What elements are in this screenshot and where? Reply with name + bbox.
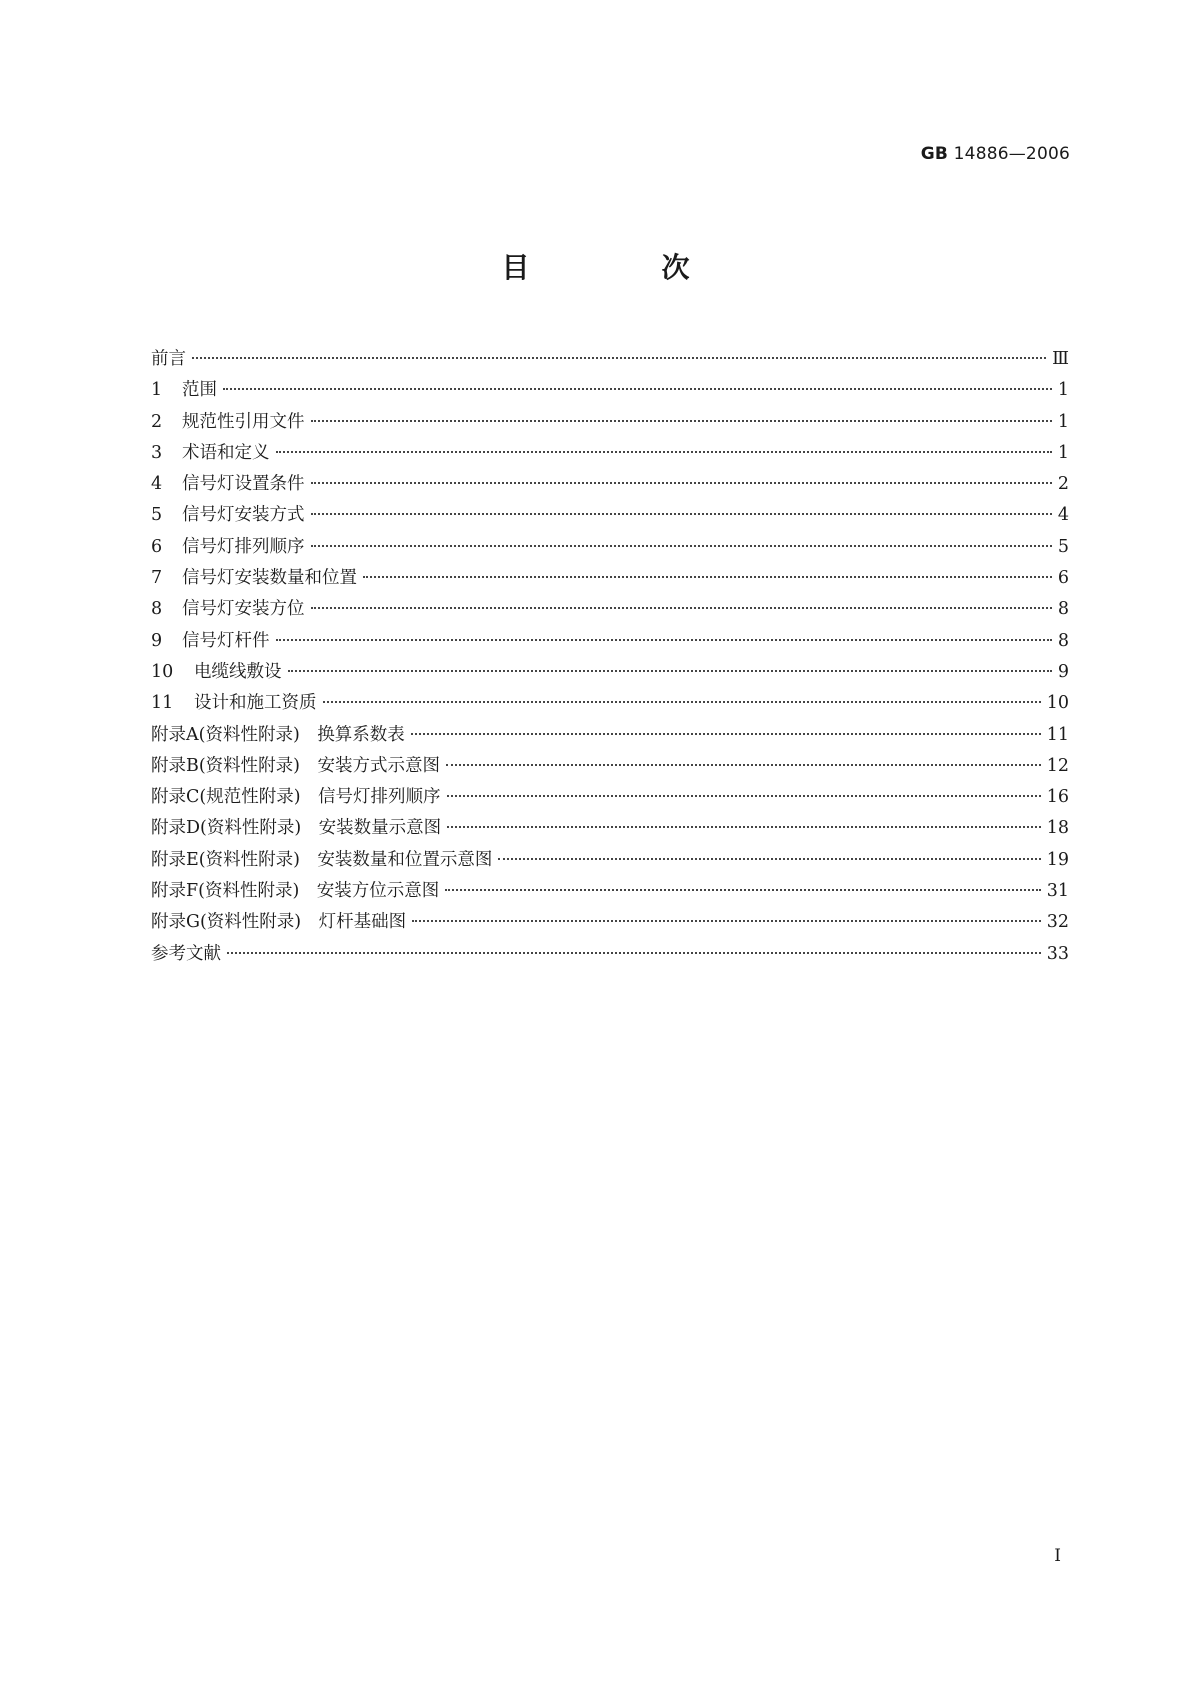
toc-entry-label: 信号灯安装方位 <box>182 599 305 620</box>
toc-entry[interactable] <box>151 344 1069 375</box>
toc-entry-label: 信号灯杆件 <box>182 630 270 651</box>
toc-entry[interactable] <box>151 876 1069 907</box>
toc-entry[interactable] <box>151 626 1069 657</box>
standard-prefix: GB <box>920 144 949 164</box>
toc-entry-label: 前言 <box>151 349 186 369</box>
toc-entry-page: 1 <box>1057 411 1069 432</box>
dot-leader <box>411 732 1041 735</box>
toc-entry[interactable] <box>151 845 1069 876</box>
toc-entry[interactable] <box>151 939 1069 970</box>
toc-entry-label: 附录F(资料性附录) 安装方位示意图 <box>151 881 440 902</box>
toc-entry[interactable] <box>151 407 1069 438</box>
toc-entry-label: 附录E(资料性附录) 安装数量和位置示意图 <box>151 849 493 870</box>
toc-entry[interactable] <box>151 594 1069 625</box>
toc-entry-label: 附录D(资料性附录) 安装数量示意图 <box>151 818 442 839</box>
page-number: I <box>1054 1546 1061 1566</box>
toc-entry-page: 1 <box>1057 442 1069 463</box>
toc-entry-page: 6 <box>1057 568 1069 589</box>
toc-entry-page: 16 <box>1046 787 1069 808</box>
toc-entry-page: 12 <box>1046 755 1069 776</box>
toc-entry-label: 信号灯安装数量和位置 <box>182 568 357 589</box>
toc-entry-page: 5 <box>1057 536 1069 557</box>
toc-entry-page: 4 <box>1057 505 1069 526</box>
toc-entry-number: 5 <box>151 505 163 526</box>
toc-entry-label: 电缆线敷设 <box>194 661 282 682</box>
toc-entry-page: 11 <box>1046 724 1069 745</box>
dot-leader <box>447 794 1041 797</box>
table-of-contents <box>151 344 1069 970</box>
dot-leader <box>323 700 1041 703</box>
toc-entry-number: 9 <box>151 630 163 651</box>
toc-entry-label: 信号灯排列顺序 <box>182 536 305 557</box>
dot-leader <box>276 450 1052 453</box>
dot-leader <box>288 669 1052 672</box>
toc-entry-page: 8 <box>1057 630 1069 651</box>
toc-entry-page: 1 <box>1057 380 1069 401</box>
toc-entry[interactable] <box>151 500 1069 531</box>
dot-leader <box>311 481 1052 484</box>
dot-leader <box>311 544 1052 547</box>
toc-entry[interactable] <box>151 782 1069 813</box>
toc-entry[interactable] <box>151 563 1069 594</box>
toc-entry-number: 2 <box>151 411 163 432</box>
toc-entry-label: 附录B(资料性附录) 安装方式示意图 <box>151 755 441 776</box>
dot-leader <box>223 387 1052 390</box>
toc-entry-page: 2 <box>1057 474 1069 495</box>
toc-entry-page: 33 <box>1046 943 1069 964</box>
dot-leader <box>445 888 1040 891</box>
toc-entry[interactable] <box>151 469 1069 500</box>
dot-leader <box>363 575 1052 578</box>
toc-entry-label: 范围 <box>182 380 217 401</box>
toc-entry-label: 参考文献 <box>151 943 221 964</box>
toc-entry-page: 31 <box>1046 881 1069 902</box>
toc-entry[interactable] <box>151 657 1069 688</box>
dot-leader <box>311 419 1052 422</box>
toc-entry-number: 11 <box>151 693 174 714</box>
toc-entry-page: 10 <box>1046 693 1069 714</box>
toc-entry-number: 3 <box>151 442 163 463</box>
toc-entry[interactable] <box>151 751 1069 782</box>
standard-code <box>921 144 1070 164</box>
toc-entry-number: 6 <box>151 536 163 557</box>
dot-leader <box>498 857 1040 860</box>
toc-entry-label: 信号灯安装方式 <box>182 505 305 526</box>
toc-entry-label: 附录A(资料性附录) 换算系数表 <box>151 724 405 745</box>
dot-leader <box>192 356 1046 359</box>
dot-leader <box>311 512 1052 515</box>
dot-leader <box>276 638 1052 641</box>
toc-entry-page: 18 <box>1046 818 1069 839</box>
toc-entry[interactable] <box>151 375 1069 406</box>
toc-entry-label: 信号灯设置条件 <box>182 474 305 495</box>
toc-entry-page: 19 <box>1046 849 1069 870</box>
toc-entry-label: 规范性引用文件 <box>182 411 305 432</box>
toc-entry[interactable] <box>151 907 1069 938</box>
standard-number: 14886—2006 <box>953 144 1070 164</box>
toc-entry-number: 8 <box>151 599 163 620</box>
toc-entry-label: 设计和施工资质 <box>194 693 317 714</box>
toc-entry[interactable] <box>151 438 1069 469</box>
toc-entry-number: 7 <box>151 568 163 589</box>
toc-entry-label: 附录G(资料性附录) 灯杆基础图 <box>151 912 407 933</box>
toc-entry-number: 4 <box>151 474 163 495</box>
toc-entry[interactable] <box>151 532 1069 563</box>
toc-entry-page: Ⅲ <box>1052 349 1069 369</box>
toc-entry-number: 1 <box>151 380 163 401</box>
dot-leader <box>311 606 1052 609</box>
toc-entry[interactable] <box>151 720 1069 751</box>
dot-leader <box>227 951 1041 954</box>
toc-entry-label: 术语和定义 <box>182 442 270 463</box>
toc-entry-number: 10 <box>151 661 174 682</box>
toc-entry[interactable] <box>151 688 1069 719</box>
toc-entry-page: 32 <box>1046 912 1069 933</box>
toc-title: 目 次 <box>501 251 742 284</box>
dot-leader <box>447 825 1041 828</box>
dot-leader <box>446 763 1041 766</box>
toc-entry-page: 9 <box>1057 661 1069 682</box>
toc-entry-page: 8 <box>1057 599 1069 620</box>
toc-entry-label: 附录C(规范性附录) 信号灯排列顺序 <box>151 787 441 808</box>
dot-leader <box>412 919 1041 922</box>
toc-entry[interactable] <box>151 813 1069 844</box>
